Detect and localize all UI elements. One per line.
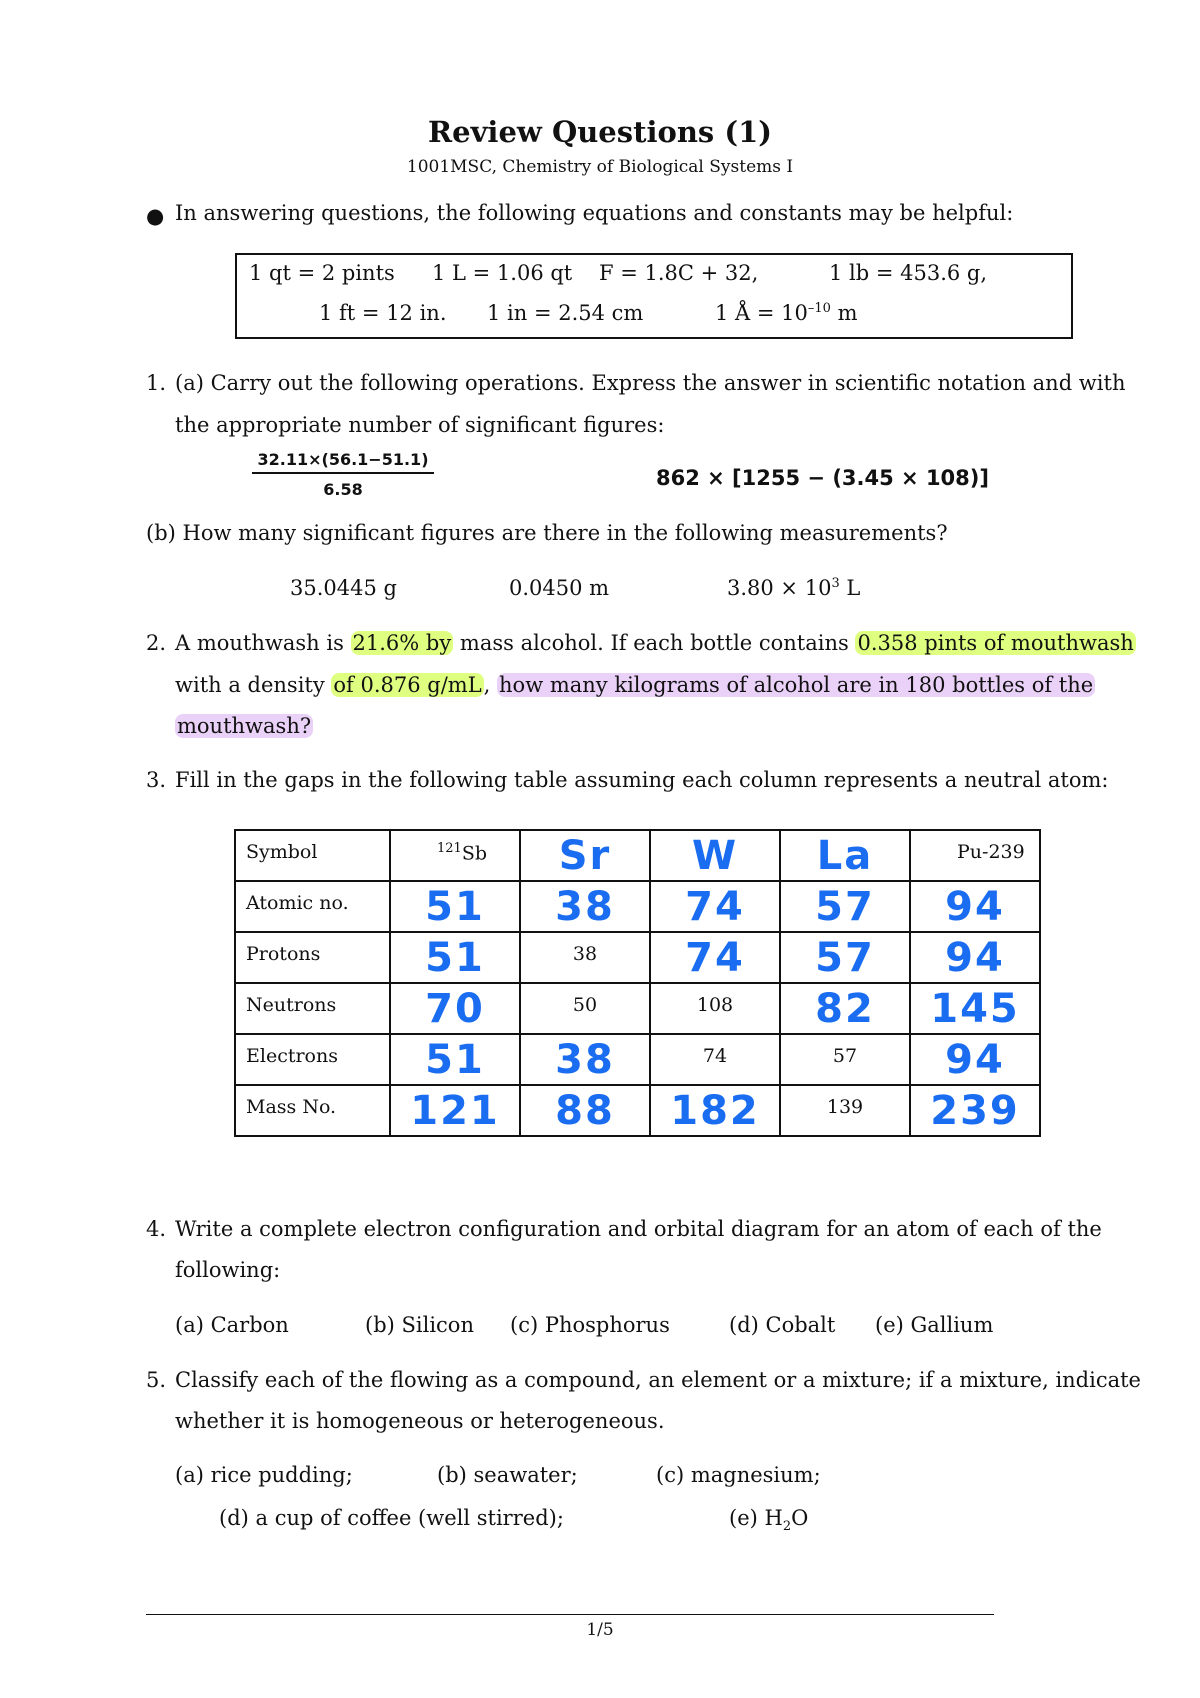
highlight-pints: 0.358 pints of mouthwash [857,631,1134,655]
constant-lb-g: 1 lb = 453.6 g, [829,261,988,285]
q5-option-e: (e) $H_2O$ [729,1506,809,1535]
intro-bullet: ● [146,204,165,228]
page-number: 1/5 [586,1620,614,1640]
cell-hand: 88 [520,1085,650,1136]
cell-hand: 94 [910,1034,1040,1085]
constant-f-c: F = 1.8C + 32, [599,261,759,285]
q5-option-a: (a) rice pudding; [175,1463,353,1487]
cell-hand: 94 [910,881,1040,932]
table-row [235,1085,1040,1136]
cell-printed: 139 [780,1085,910,1136]
q1-line2: the appropriate number of significant figures: [175,413,665,437]
highlight-density: of 0.876 g/mL [333,673,482,697]
fraction-denominator: 6.58 [323,479,363,499]
fraction-bar [252,472,434,474]
cell-hand: 38 [520,1034,650,1085]
table-row [235,1034,1040,1085]
q2-line1: A mouthwash is 21.6% by mass alcohol. If each bottle contains 0.358 pints of mouthwash [175,631,1134,655]
cell-symbol-sb: $^{121}$Sb [390,830,520,881]
cell-symbol-la: La [780,830,910,881]
table-row [235,881,1040,932]
cell-hand: 74 [650,932,780,983]
cell-printed: 38 [520,932,650,983]
page-subtitle: 1001MSC, Chemistry of Biological Systems I [406,157,794,177]
cell-hand: 57 [780,881,910,932]
q5-option-c: (c) magnesium; [656,1463,821,1487]
q1-fraction [252,450,434,499]
row-label: Symbol [235,830,390,881]
cell-hand: 51 [390,932,520,983]
table-row [235,830,1040,881]
row-label: Mass No. [235,1085,390,1136]
q1-number: 1. [146,371,167,395]
measurement-1: 35.0445 g [290,576,397,600]
cell-hand: 74 [650,881,780,932]
table-row [235,932,1040,983]
q5-option-b: (b) seawater; [437,1463,578,1487]
atom-table [234,829,1041,1137]
q1-line1: (a) Carry out the following operations. Express the answer in scientific notation and with [175,371,1126,395]
constant-in-cm: 1 in = 2.54 cm [487,301,644,325]
cell-hand: 82 [780,983,910,1034]
q5-line2: whether it is homogeneous or heterogeneous. [175,1409,665,1433]
intro-text: In answering questions, the following equations and constants may be helpful: [175,201,1014,225]
highlight-question: how many kilograms of alcohol are in 180 bottles of the [499,673,1094,697]
cell-printed: 50 [520,983,650,1034]
cell-hand: 145 [910,983,1040,1034]
cell-hand: 57 [780,932,910,983]
q5-option-d: (d) a cup of coffee (well stirred); [219,1506,564,1530]
q4-line1: Write a complete electron configuration and orbital diagram for an atom of each of the [175,1217,1102,1241]
q4-option-c: (c) Phosphorus [510,1313,670,1337]
cell-symbol-pu: Pu-239 [910,830,1040,881]
constant-qt-pints: 1 qt = 2 pints [249,261,395,285]
cell-hand: 70 [390,983,520,1034]
constants-box [235,253,1073,339]
row-label: Electrons [235,1034,390,1085]
table-row [235,983,1040,1034]
q2-number: 2. [146,631,167,655]
cell-hand: 239 [910,1085,1040,1136]
q1b-text: (b) How many significant figures are there in the following measurements? [146,521,948,545]
q5-line1: Classify each of the flowing as a compound, an element or a mixture; if a mixture, indicate [175,1368,1141,1392]
cell-printed: 108 [650,983,780,1034]
q4-number: 4. [146,1217,167,1241]
constant-angstrom: 1 Å = $10^{-10}$ m [715,301,858,325]
q4-option-e: (e) Gallium [875,1313,994,1337]
cell-hand: 94 [910,932,1040,983]
q2-line3 [175,714,313,738]
footer-rule [146,1614,994,1615]
cell-hand: 121 [390,1085,520,1136]
q3-number: 3. [146,768,167,792]
q2-line2: with a density of 0.876 g/mL, how many kilograms of alcohol are in 180 bottles of the [175,673,1094,697]
q4-option-d: (d) Cobalt [729,1313,836,1337]
q4-option-b: (b) Silicon [365,1313,474,1337]
q4-line2: following: [175,1258,281,1282]
cell-hand: 38 [520,881,650,932]
constant-l-qt: 1 L = 1.06 qt [432,261,573,285]
fraction-numerator: 32.11×(56.1−51.1) [257,450,429,469]
q4-option-a: (a) Carbon [175,1313,289,1337]
page-title: Review Questions (1) [428,115,772,149]
highlight-question-end: mouthwash? [177,714,312,738]
row-label: Atomic no. [235,881,390,932]
cell-hand: 182 [650,1085,780,1136]
q1-expression-2: 862 × [1255 − (3.45 × 108)] [656,466,989,490]
cell-hand: 51 [390,1034,520,1085]
cell-printed: 74 [650,1034,780,1085]
cell-symbol-sr: Sr [520,830,650,881]
cell-hand: 51 [390,881,520,932]
row-label: Neutrons [235,983,390,1034]
cell-printed: 57 [780,1034,910,1085]
measurement-2: 0.0450 m [509,576,610,600]
q3-text: Fill in the gaps in the following table assuming each column represents a neutral atom: [175,768,1109,792]
row-label: Protons [235,932,390,983]
cell-symbol-w: W [650,830,780,881]
constant-ft-in: 1 ft = 12 in. [319,301,447,325]
q5-number: 5. [146,1368,167,1392]
measurement-3: $3.80 \times 10^3$ L [727,576,861,600]
highlight-percent: 21.6% by [352,631,452,655]
